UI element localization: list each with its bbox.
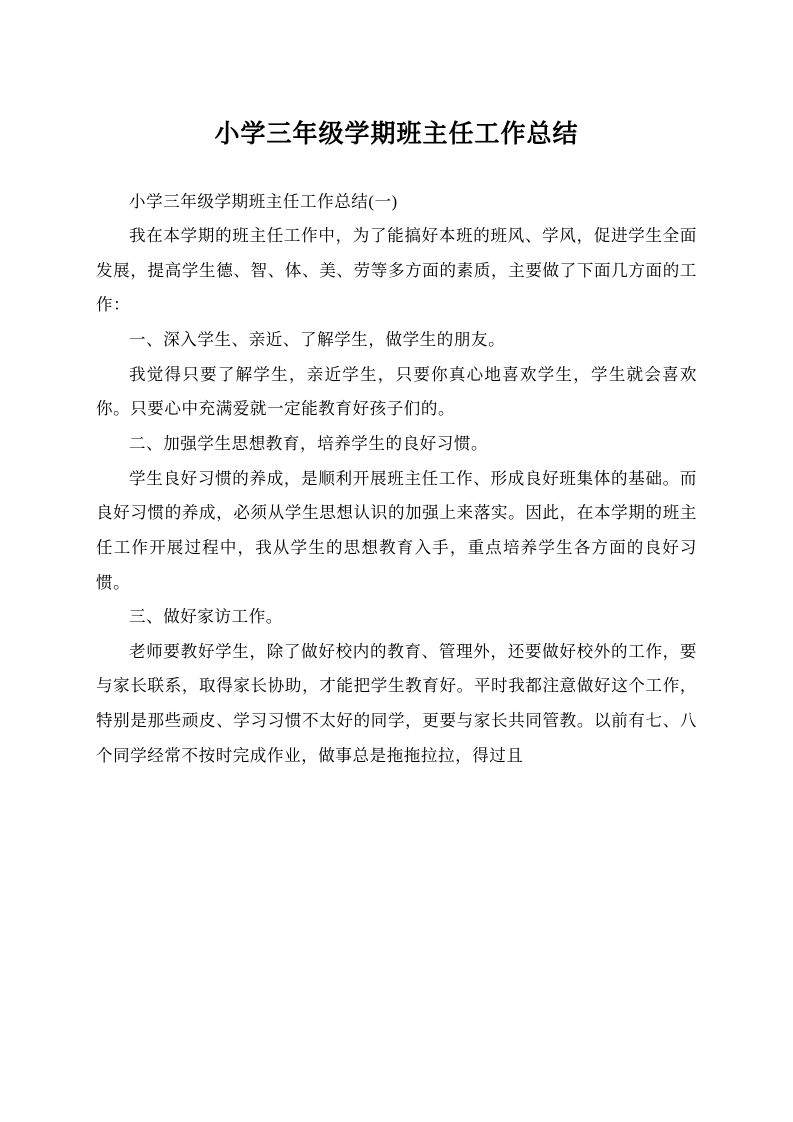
paragraph: 学生良好习惯的养成，是顺利开展班主任工作、形成良好班集体的基础。而良好习惯的养成，必须从学生思想认识的加强上来落实。因此，在本学期的班主任工作开展过程中，我从学生的思想教育入手，重点培养学生各方面的良好习惯。	[96, 468, 697, 592]
paragraph: 小学三年级学期班主任工作总结(一)	[129, 191, 398, 211]
document-body	[96, 185, 697, 774]
page-title: 小学三年级学期班主任工作总结	[214, 120, 579, 148]
paragraph: 一、深入学生、亲近、了解学生，做学生的朋友。	[129, 330, 506, 350]
paragraph: 老师要教好学生，除了做好校内的教育、管理外，还要做好校外的工作，要与家长联系，取得家长协助，才能把学生教育好。平时我都注意做好这个工作，特别是那些顽皮、学习习惯不太好的同学，更要与家长共同管教。以前有七、八个同学经常不按时完成作业，做事总是拖拖拉拉，得过且	[96, 641, 697, 765]
paragraph: 二、加强学生思想教育，培养学生的良好习惯。	[129, 433, 489, 453]
paragraph: 我觉得只要了解学生，亲近学生，只要你真心地喜欢学生，学生就会喜欢你。只要心中充满爱就一定能教育好孩子们的。	[96, 364, 697, 419]
paragraph: 我在本学期的班主任工作中，为了能搞好本班的班风、学风，促进学生全面发展，提高学生德、智、体、美、劳等多方面的素质，主要做了下面几方面的工作：	[96, 226, 697, 315]
paragraph: 三、做好家访工作。	[129, 607, 283, 627]
